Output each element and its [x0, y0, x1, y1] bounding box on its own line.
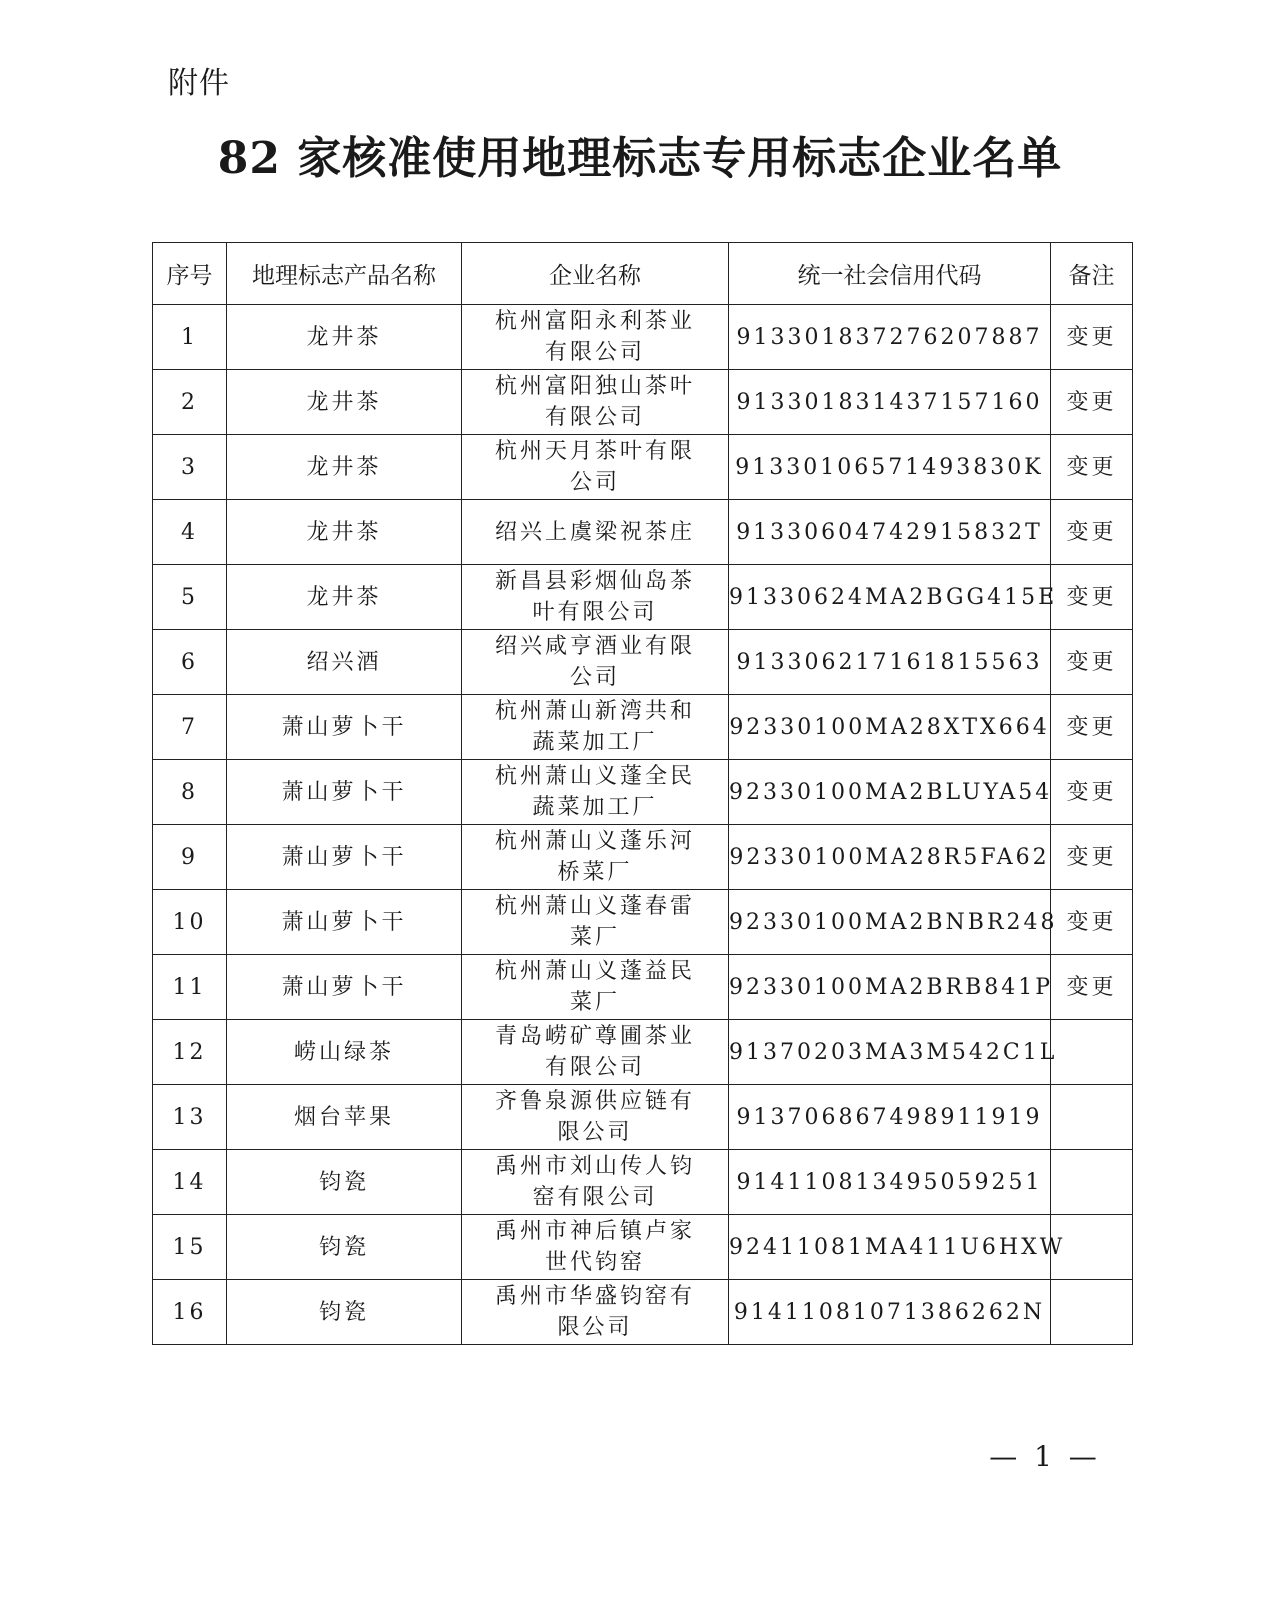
row-credit-code-text: 92411081MA411U6HXW — [729, 1234, 1066, 1260]
row-credit-code-text: 92330100MA28R5FA62 — [729, 844, 1050, 870]
row-product-text: 钧瓷 — [318, 1234, 369, 1260]
row-company-text: 杭州富阳独山茶叶有限公司 — [494, 374, 695, 430]
row-company-text: 杭州萧山义蓬乐河桥菜厂 — [494, 829, 695, 885]
table-row — [153, 760, 1133, 825]
row-credit-code — [729, 1020, 1058, 1085]
row-seq-text: 13 — [172, 1104, 207, 1130]
row-product — [227, 1280, 462, 1345]
row-seq — [153, 565, 227, 630]
row-product — [227, 1150, 462, 1215]
row-seq — [153, 695, 227, 760]
row-seq-text: 5 — [181, 584, 198, 610]
row-product — [227, 890, 462, 955]
row-credit-code — [729, 890, 1058, 955]
table-row — [153, 695, 1133, 760]
row-remark — [1051, 500, 1133, 565]
row-product-text: 绍兴酒 — [306, 649, 382, 675]
table-row — [153, 1085, 1133, 1150]
column-header-seq: 序号 — [153, 243, 227, 305]
row-credit-code-text: 91330604742915832T — [736, 519, 1043, 545]
row-seq-text: 8 — [181, 779, 198, 805]
table-row — [153, 370, 1133, 435]
row-seq-text: 15 — [172, 1234, 207, 1260]
row-seq — [153, 825, 227, 890]
row-product — [227, 305, 462, 370]
row-credit-code-text: 92330100MA2BNBR248 — [729, 909, 1058, 935]
column-header-remark: 备注 — [1051, 243, 1133, 305]
row-company-text: 齐鲁泉源供应链有限公司 — [494, 1089, 695, 1145]
column-header-company: 企业名称 — [462, 243, 729, 305]
row-remark-text: 变更 — [1066, 909, 1117, 935]
row-product — [227, 695, 462, 760]
row-seq — [153, 1085, 227, 1150]
row-company — [462, 955, 729, 1020]
row-seq-text: 4 — [181, 519, 198, 545]
column-header-product: 地理标志产品名称 — [227, 243, 462, 305]
row-product-text: 萧山萝卜干 — [281, 974, 407, 1000]
row-credit-code-text: 91370203MA3M542C1L — [729, 1039, 1058, 1065]
row-credit-code — [729, 630, 1051, 695]
row-seq — [153, 955, 227, 1020]
row-credit-code — [729, 1085, 1051, 1150]
column-header-credit-code: 统一社会信用代码 — [729, 243, 1051, 305]
row-credit-code — [729, 435, 1051, 500]
row-remark-text: 变更 — [1066, 714, 1117, 740]
row-company — [462, 1150, 729, 1215]
row-product-text: 钧瓷 — [318, 1169, 369, 1195]
row-product-text: 烟台苹果 — [293, 1104, 394, 1130]
row-company — [462, 305, 729, 370]
row-remark — [1051, 630, 1133, 695]
row-company-text: 杭州萧山新湾共和蔬菜加工厂 — [494, 699, 695, 755]
row-company-text: 青岛崂矿尊圃茶业有限公司 — [494, 1024, 695, 1080]
row-product — [227, 435, 462, 500]
row-remark — [1051, 305, 1133, 370]
row-company-text: 杭州富阳永利茶业有限公司 — [494, 309, 695, 365]
table-row — [153, 630, 1133, 695]
row-seq — [153, 1020, 227, 1085]
row-product-text: 钧瓷 — [318, 1299, 369, 1325]
row-product-text: 龙井茶 — [306, 584, 382, 610]
row-company — [462, 695, 729, 760]
row-company — [462, 565, 729, 630]
row-seq-text: 3 — [181, 454, 198, 480]
table-row — [153, 305, 1133, 370]
row-remark — [1051, 1280, 1133, 1345]
row-seq — [153, 305, 227, 370]
row-remark-text: 变更 — [1066, 649, 1117, 675]
row-remark — [1051, 955, 1133, 1020]
row-company-text: 新昌县彩烟仙岛茶叶有限公司 — [494, 569, 695, 625]
row-remark — [1051, 1150, 1133, 1215]
row-product — [227, 1020, 462, 1085]
row-remark-text: 变更 — [1066, 974, 1117, 1000]
row-remark-text: 变更 — [1066, 324, 1117, 350]
row-product — [227, 370, 462, 435]
row-credit-code — [729, 695, 1051, 760]
table-row — [153, 890, 1133, 955]
row-product-text: 龙井茶 — [306, 389, 382, 415]
row-company-text: 杭州萧山义蓬春雷菜厂 — [494, 894, 695, 950]
row-credit-code-text: 91411081071386262N — [733, 1299, 1046, 1325]
row-seq — [153, 760, 227, 825]
table-header-row — [153, 243, 1133, 305]
row-seq — [153, 1280, 227, 1345]
row-company — [462, 890, 729, 955]
row-product-text: 萧山萝卜干 — [281, 844, 407, 870]
row-seq-text: 1 — [181, 324, 198, 350]
row-company — [462, 825, 729, 890]
row-company-text: 绍兴上虞梁祝茶庄 — [494, 519, 695, 545]
row-credit-code-text: 913301831437157160 — [736, 389, 1043, 415]
row-credit-code-text: 92330100MA2BLUYA54 — [729, 779, 1053, 805]
row-seq-text: 9 — [181, 844, 198, 870]
row-seq-text: 2 — [181, 389, 198, 415]
row-credit-code-text: 913706867498911919 — [736, 1104, 1043, 1130]
row-company-text: 杭州萧山义蓬益民菜厂 — [494, 959, 695, 1015]
row-credit-code-text: 914110813495059251 — [736, 1169, 1043, 1195]
table-row — [153, 825, 1133, 890]
row-credit-code-text: 913306217161815563 — [736, 649, 1043, 675]
row-remark — [1051, 370, 1133, 435]
row-seq — [153, 630, 227, 695]
row-product-text: 萧山萝卜干 — [281, 909, 407, 935]
enterprise-table — [152, 242, 1133, 1345]
row-company-text: 禹州市神后镇卢家世代钧窑 — [494, 1219, 695, 1275]
row-remark — [1051, 760, 1133, 825]
row-remark — [1051, 825, 1133, 890]
row-credit-code-text: 92330100MA2BRB841P — [729, 974, 1054, 1000]
row-seq-text: 6 — [181, 649, 198, 675]
row-product-text: 龙井茶 — [306, 519, 382, 545]
row-credit-code — [729, 1215, 1066, 1280]
row-product-text: 龙井茶 — [306, 324, 382, 350]
row-credit-code — [729, 565, 1058, 630]
row-product — [227, 1085, 462, 1150]
row-company — [462, 1280, 729, 1345]
row-product — [227, 1215, 462, 1280]
row-seq — [153, 890, 227, 955]
table-row — [153, 1020, 1133, 1085]
table-row — [153, 500, 1133, 565]
row-company — [462, 435, 729, 500]
row-remark-text: 变更 — [1066, 844, 1117, 870]
row-remark — [1051, 890, 1133, 955]
row-product — [227, 955, 462, 1020]
row-credit-code-text: 913301837276207887 — [736, 324, 1043, 350]
row-company — [462, 630, 729, 695]
table-row — [153, 1150, 1133, 1215]
row-credit-code-text: 92330100MA28XTX664 — [729, 714, 1050, 740]
row-credit-code — [729, 370, 1051, 435]
attachment-label: 附件 — [168, 66, 230, 101]
row-seq — [153, 1150, 227, 1215]
row-product — [227, 760, 462, 825]
row-product — [227, 565, 462, 630]
row-seq-text: 11 — [172, 974, 207, 1000]
row-seq-text: 14 — [172, 1169, 207, 1195]
row-product-text: 萧山萝卜干 — [281, 714, 407, 740]
row-product-text: 萧山萝卜干 — [281, 779, 407, 805]
row-credit-code — [729, 1280, 1051, 1345]
row-seq — [153, 435, 227, 500]
row-product-text: 崂山绿茶 — [293, 1039, 394, 1065]
row-remark-text: 变更 — [1066, 519, 1117, 545]
row-company — [462, 500, 729, 565]
page-number: — 1 — — [989, 1440, 1101, 1473]
row-remark — [1051, 1020, 1133, 1085]
row-remark-text: 变更 — [1066, 389, 1117, 415]
row-remark-text: 变更 — [1066, 454, 1117, 480]
table-row — [153, 955, 1133, 1020]
row-product — [227, 630, 462, 695]
row-credit-code — [729, 1150, 1051, 1215]
row-company — [462, 1215, 729, 1280]
row-product — [227, 500, 462, 565]
row-credit-code — [729, 760, 1051, 825]
row-company-text: 绍兴咸亨酒业有限公司 — [494, 634, 695, 690]
row-credit-code — [729, 955, 1054, 1020]
row-company-text: 杭州天月茶叶有限公司 — [494, 439, 695, 495]
table-row — [153, 435, 1133, 500]
row-seq-text: 7 — [181, 714, 198, 740]
document-title: 82 家核准使用地理标志专用标志企业名单 — [217, 133, 1063, 184]
row-remark — [1051, 1085, 1133, 1150]
row-credit-code — [729, 500, 1051, 565]
row-remark — [1051, 435, 1133, 500]
row-seq-text: 16 — [172, 1299, 207, 1325]
row-product — [227, 825, 462, 890]
row-remark — [1051, 695, 1133, 760]
row-remark-text: 变更 — [1066, 779, 1117, 805]
row-product-text: 龙井茶 — [306, 454, 382, 480]
row-credit-code-text: 91330106571493830K — [735, 454, 1044, 480]
table-row — [153, 565, 1133, 630]
row-remark-text: 变更 — [1066, 584, 1117, 610]
row-credit-code — [729, 825, 1051, 890]
row-seq-text: 10 — [172, 909, 207, 935]
row-company-text: 杭州萧山义蓬全民蔬菜加工厂 — [494, 764, 695, 820]
row-company-text: 禹州市华盛钧窑有限公司 — [494, 1284, 695, 1340]
row-credit-code — [729, 305, 1051, 370]
row-credit-code-text: 91330624MA2BGG415E — [729, 584, 1058, 610]
row-company — [462, 1020, 729, 1085]
table-row — [153, 1215, 1133, 1280]
row-company — [462, 1085, 729, 1150]
row-seq-text: 12 — [172, 1039, 207, 1065]
row-seq — [153, 500, 227, 565]
row-company — [462, 760, 729, 825]
row-company — [462, 370, 729, 435]
table-row — [153, 1280, 1133, 1345]
row-seq — [153, 370, 227, 435]
row-company-text: 禹州市刘山传人钧窑有限公司 — [494, 1154, 695, 1210]
row-seq — [153, 1215, 227, 1280]
row-remark — [1051, 565, 1133, 630]
